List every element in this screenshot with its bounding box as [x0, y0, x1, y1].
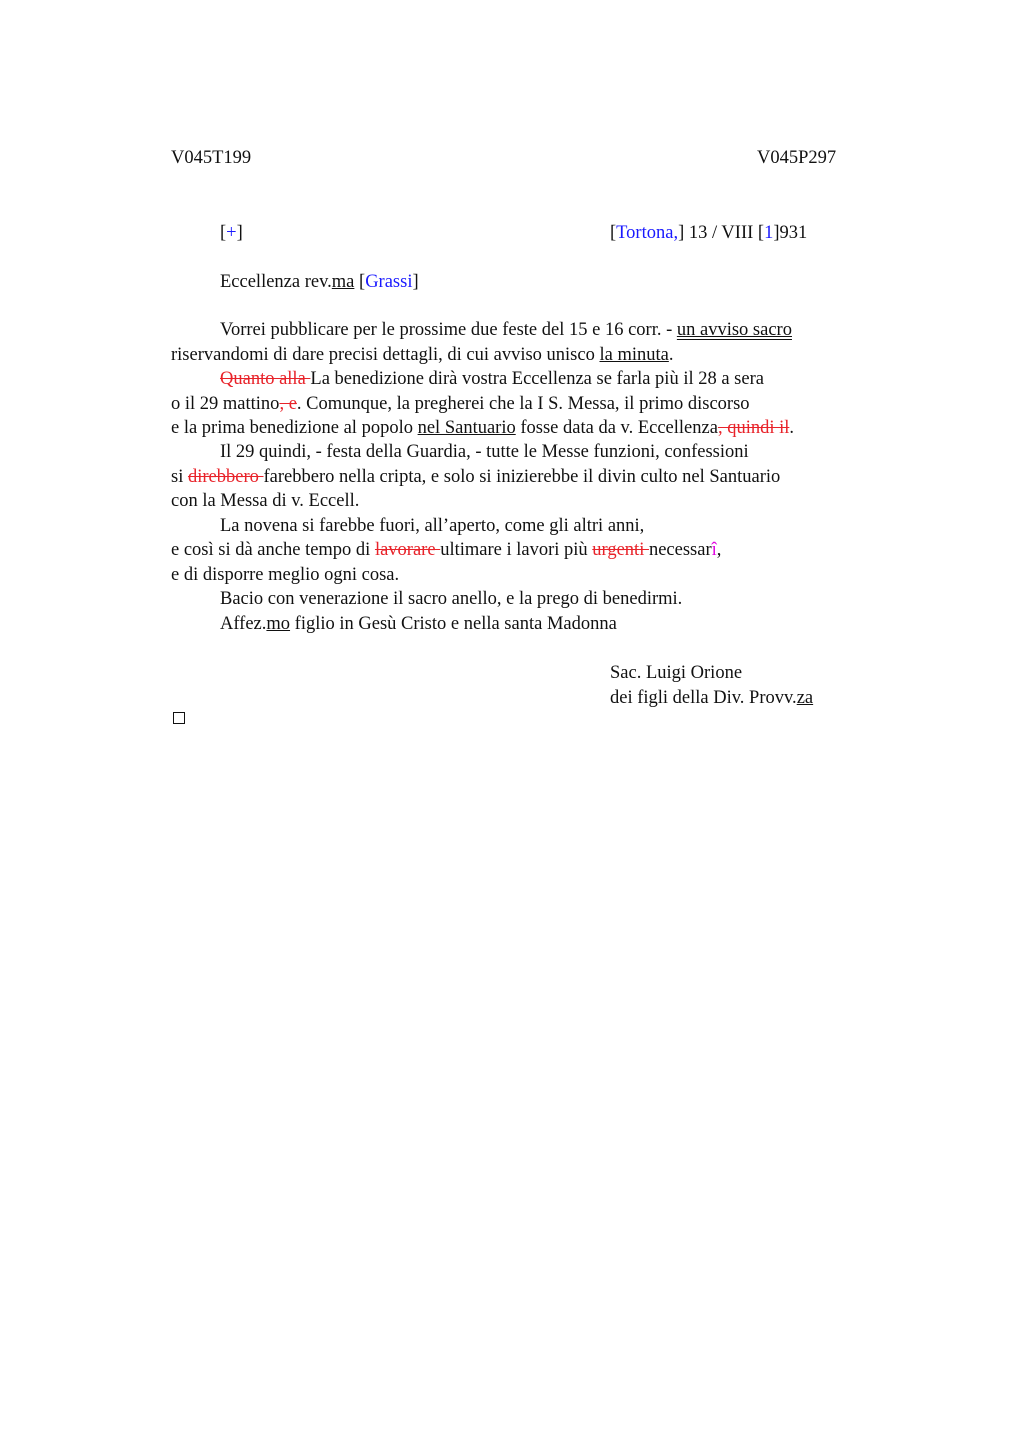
text: Vorrei pubblicare per le prossime due feste del 15 e 16 corr. -	[220, 320, 677, 340]
text: La benedizione dirà vostra Eccellenza se farla più il 28 a sera	[310, 369, 764, 389]
recipient-name: Grassi	[365, 272, 413, 292]
bracket: ]	[236, 223, 243, 243]
underlined-text: un avviso sacro	[676, 320, 792, 340]
deleted-text: Quanto alla	[220, 369, 311, 389]
body-line	[171, 489, 359, 514]
deleted-text: urgenti	[592, 540, 649, 560]
text: .	[789, 418, 794, 438]
body-line	[171, 514, 644, 539]
underlined-text: la minuta	[599, 345, 669, 365]
year-digit: 1	[764, 223, 774, 243]
bracket: [	[610, 223, 617, 243]
salutation-abbrev: ma	[331, 272, 355, 292]
end-square-icon	[173, 712, 185, 724]
place-name: Tortona,	[616, 223, 679, 243]
text: riservandomi di dare precisi dettagli, di cui avviso unisco	[171, 345, 600, 365]
cross-symbol: +	[226, 223, 237, 243]
text: ultimare i lavori più	[440, 540, 593, 560]
bracket: ]	[412, 272, 419, 292]
text: con la Messa di v. Eccell.	[171, 491, 360, 511]
header-right-code: V045P297	[757, 148, 837, 168]
text: farebbero nella cripta, e solo si inizierebbe il divin culto nel Santuario	[263, 467, 781, 487]
text: e la prima benedizione al popolo	[171, 418, 418, 438]
bracket: [	[220, 223, 227, 243]
text: ,	[716, 540, 722, 560]
text: Affez.	[220, 614, 267, 634]
body-line	[171, 440, 749, 465]
text: si	[171, 467, 188, 487]
text: o il 29 mattino	[171, 394, 280, 414]
salutation	[220, 270, 419, 295]
body-line	[171, 318, 792, 343]
text: fosse data da v. Eccellenza	[515, 418, 718, 438]
body-line	[171, 416, 794, 441]
text: dei figli della Div. Provv.	[610, 688, 797, 708]
text: e così si dà anche tempo di	[171, 540, 375, 560]
deleted-text: , quindi il	[717, 418, 790, 438]
date-text: ] 13 / VIII [	[678, 223, 765, 243]
body-line	[171, 392, 750, 417]
underlined-text: nel Santuario	[417, 418, 516, 438]
signature-title	[610, 686, 813, 711]
text: Il 29 quindi, - festa della Guardia, - tutte le Messe funzioni, confessioni	[220, 442, 749, 462]
text: Bacio con venerazione il sacro anello, e la prego di benedirmi.	[220, 589, 683, 609]
body-line	[171, 343, 673, 368]
underlined-text: za	[796, 688, 814, 708]
date-text: ]931	[773, 223, 808, 243]
signature-name: Sac. Luigi Orione	[610, 663, 743, 683]
body-line	[171, 587, 682, 612]
uncertain-reading: î	[711, 540, 717, 560]
body-line	[171, 612, 617, 637]
text: e di disporre meglio ogni cosa.	[171, 565, 400, 585]
underlined-text: mo	[266, 614, 291, 634]
text: .	[668, 345, 674, 365]
text: . Comunque, la pregherei che la I S. Messa, il primo discorso	[296, 394, 750, 414]
text: La novena si farebbe fuori, all’aperto, come gli altri anni,	[220, 516, 645, 536]
text: necessar	[648, 540, 712, 560]
deleted-text: , e	[279, 394, 297, 414]
body-line	[171, 563, 399, 588]
cross-mark	[220, 221, 243, 246]
body-line	[171, 465, 780, 490]
text: figlio in Gesù Cristo e nella santa Madonna	[290, 614, 617, 634]
salutation-sep: [	[354, 272, 366, 292]
deleted-text: lavorare	[374, 540, 441, 560]
header-left-code: V045T199	[171, 148, 252, 168]
deleted-text: direbbero	[187, 467, 264, 487]
salutation-text: Eccellenza rev.	[220, 272, 332, 292]
body-line	[171, 367, 764, 392]
body-line	[171, 538, 721, 563]
dateline	[610, 221, 807, 246]
